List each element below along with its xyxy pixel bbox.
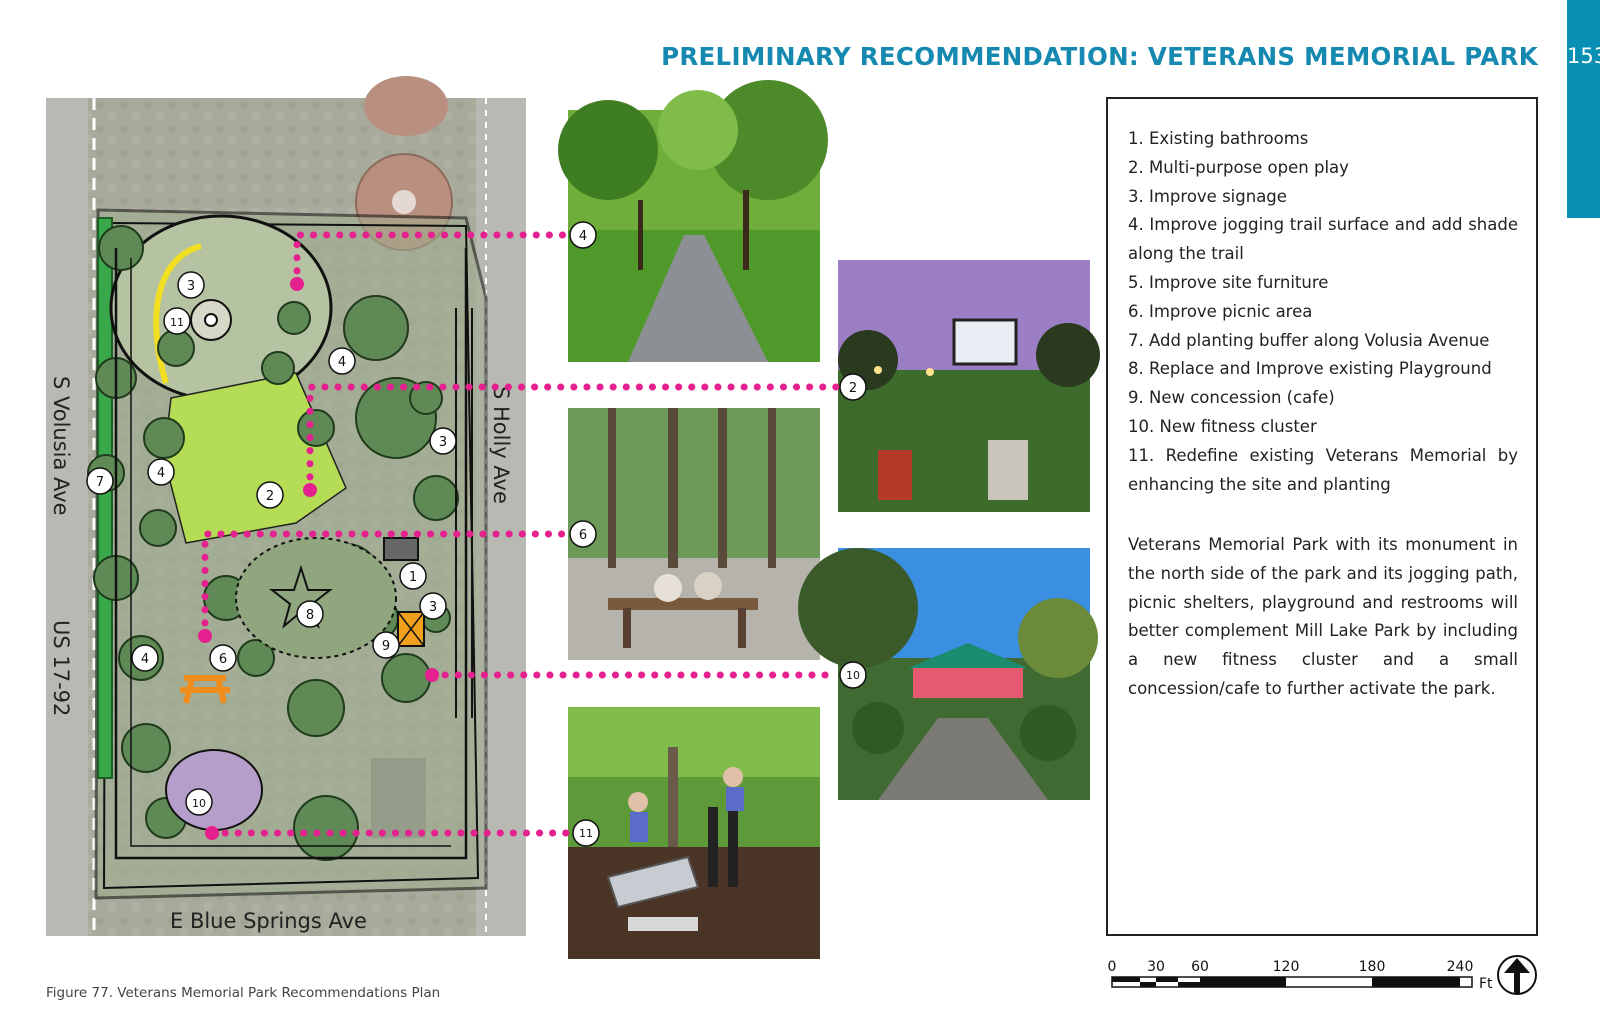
scale-tick-label: 120 <box>1272 959 1300 975</box>
scale-tick-label: 240 <box>1446 959 1474 975</box>
legend-item: 6. Improve picnic area <box>1128 301 1313 321</box>
legend-item: 3. Improve signage <box>1128 186 1287 206</box>
legend-panel <box>1106 97 1538 936</box>
legend-item: 7. Add planting buffer along Volusia Avenue <box>1128 330 1490 350</box>
svg-text:9: 9 <box>381 639 391 654</box>
legend-item: 10. New fitness cluster <box>1128 416 1317 436</box>
svg-text:11: 11 <box>579 827 593 840</box>
photo-label-10 <box>840 662 866 688</box>
svg-text:6: 6 <box>578 528 588 543</box>
photo-label-11 <box>573 820 599 846</box>
photo-label-4 <box>570 222 596 248</box>
svg-text:7: 7 <box>95 475 105 490</box>
legend-item: 1. Existing bathrooms <box>1128 129 1309 148</box>
svg-text:4: 4 <box>578 229 588 244</box>
scale-tick-label: 180 <box>1358 959 1386 975</box>
legend-item: 5. Improve site furniture <box>1128 272 1329 292</box>
svg-text:3: 3 <box>186 279 196 294</box>
street-label-blue-springs: E Blue Springs Ave <box>170 909 367 933</box>
svg-text:4: 4 <box>140 652 150 667</box>
scale-tick-label: 60 <box>1191 959 1209 975</box>
svg-text:3: 3 <box>438 435 448 450</box>
leader-2 <box>310 387 838 490</box>
legend-item: 11. Redefine existing Veterans Memorial by enhancing the site and planting <box>1128 445 1518 494</box>
legend-list <box>1128 125 1518 499</box>
svg-text:6: 6 <box>218 652 228 667</box>
leader-6 <box>205 534 568 636</box>
legend-item: 4. Improve jogging trail surface and add shade along the trail <box>1128 215 1518 264</box>
scale-bar <box>1106 955 1546 1015</box>
svg-text:4: 4 <box>156 466 166 481</box>
street-label-volusia: S Volusia Ave <box>49 376 73 516</box>
legend-item: 9. New concession (cafe) <box>1128 388 1335 408</box>
legend-item: 2. Multi-purpose open play <box>1128 157 1349 177</box>
leader-4 <box>297 235 565 284</box>
svg-text:4: 4 <box>337 355 347 370</box>
svg-text:2: 2 <box>265 489 275 504</box>
figure-caption: Figure 77. Veterans Memorial Park Recommendations Plan <box>46 985 441 1001</box>
scale-tick-label: 0 <box>1107 959 1117 975</box>
street-label-holly: S Holly Ave <box>489 386 513 504</box>
svg-text:8: 8 <box>305 608 315 623</box>
scale-tick-label: 30 <box>1147 959 1165 975</box>
svg-text:10: 10 <box>846 669 860 682</box>
svg-text:2: 2 <box>848 381 858 396</box>
scale-unit: Ft <box>1479 976 1493 992</box>
north-arrow-icon <box>1495 953 1539 997</box>
legend-item: 8. Replace and Improve existing Playground <box>1128 359 1492 379</box>
street-label-us-route: US 17-92 <box>49 620 73 717</box>
photo-label-6 <box>570 521 596 547</box>
svg-text:1: 1 <box>408 570 418 585</box>
page-number: 153 <box>1567 44 1607 68</box>
svg-text:11: 11 <box>170 316 184 329</box>
park-description: Veterans Memorial Park with its monument in the north side of the park and its jogging path, picnic shelters, playground and restrooms will better complement Mill Lake Park by including a new fitness cluster and a small concession/cafe to further activate the park. <box>1128 535 1518 698</box>
page-title: PRELIMINARY RECOMMENDATION: VETERANS MEMORIAL PARK <box>661 42 1538 71</box>
svg-text:10: 10 <box>192 797 206 810</box>
svg-text:3: 3 <box>428 600 438 615</box>
photo-label-2 <box>840 374 866 400</box>
